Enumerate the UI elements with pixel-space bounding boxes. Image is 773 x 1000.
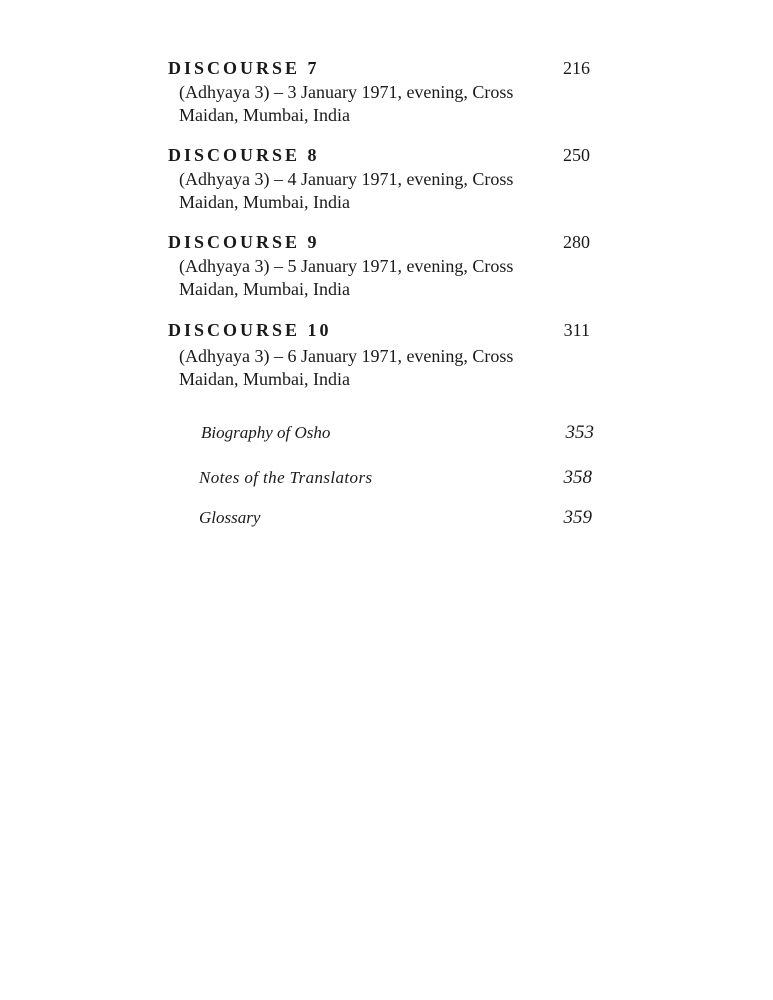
back-matter-page-number: 359 <box>563 507 592 528</box>
entry-heading-row <box>168 144 592 166</box>
entry-description-line: Maidan, Mumbai, India <box>179 279 350 299</box>
back-matter-title: Notes of the Translators <box>199 468 373 487</box>
entry-description-line: (Adhyaya 3) – 3 January 1971, evening, Cross <box>179 82 514 102</box>
entry-title: DISCOURSE 9 <box>168 232 320 252</box>
entry-title: DISCOURSE 8 <box>168 145 320 165</box>
entry-title: DISCOURSE 7 <box>168 58 320 78</box>
entry-page-number: 250 <box>563 145 590 165</box>
entry-page-number: 216 <box>563 58 590 78</box>
entry-page-number: 311 <box>563 320 590 340</box>
entry-heading-row <box>168 319 592 341</box>
toc-entry-discourse-9[interactable] <box>168 231 592 301</box>
toc-entry-biography[interactable] <box>201 421 594 445</box>
entry-description-line: Maidan, Mumbai, India <box>179 369 350 389</box>
toc-entry-discourse-7[interactable] <box>168 57 592 127</box>
toc-entry-discourse-8[interactable] <box>168 144 592 214</box>
entry-description-line: (Adhyaya 3) – 5 January 1971, evening, Cross <box>179 256 514 276</box>
entry-heading-row <box>168 231 592 253</box>
entry-description <box>179 255 549 301</box>
toc-entry-translators-notes[interactable] <box>199 466 592 490</box>
toc-entry-glossary[interactable] <box>199 506 592 530</box>
back-matter-page-number: 358 <box>563 467 592 488</box>
entry-description <box>179 81 549 127</box>
entry-description <box>179 345 549 391</box>
entry-title: DISCOURSE 10 <box>168 320 332 340</box>
entry-description <box>179 168 549 214</box>
back-matter-page-number: 353 <box>565 422 594 443</box>
back-matter-title: Glossary <box>199 508 261 527</box>
entry-description-line: (Adhyaya 3) – 6 January 1971, evening, Cross <box>179 346 514 366</box>
toc-entry-discourse-10[interactable] <box>168 319 592 391</box>
entry-heading-row <box>168 57 592 79</box>
back-matter-title: Biography of Osho <box>201 423 331 442</box>
entry-description-line: Maidan, Mumbai, India <box>179 192 350 212</box>
entry-page-number: 280 <box>563 232 590 252</box>
entry-description-line: Maidan, Mumbai, India <box>179 105 350 125</box>
entry-description-line: (Adhyaya 3) – 4 January 1971, evening, Cross <box>179 169 514 189</box>
